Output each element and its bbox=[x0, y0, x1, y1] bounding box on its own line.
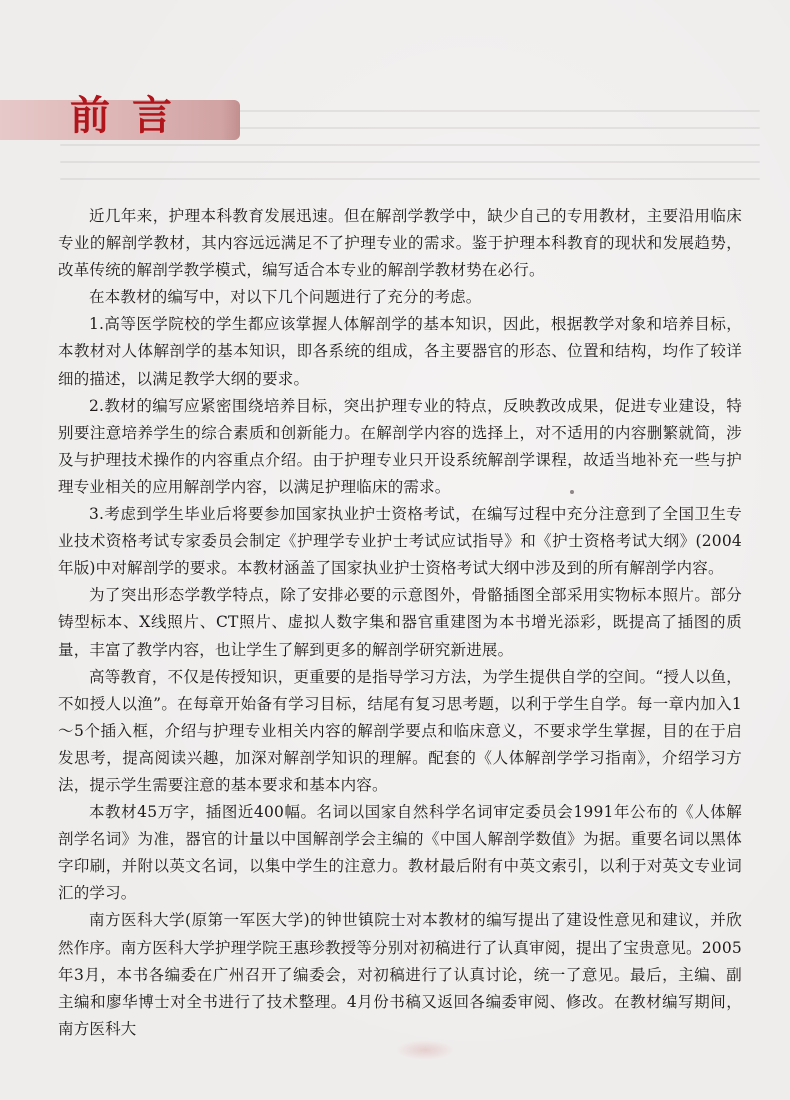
page-title: 前言 bbox=[70, 93, 194, 139]
page-smudge bbox=[395, 1040, 455, 1060]
paragraph: 1.高等医学院校的学生都应该掌握人体解剖学的基本知识，因此，根据教学对象和培养目标，本教材对人体解剖学的基本知识，即各系统的组成，各主要器官的形态、位置和结构，均作了较详细的描述，以满足教学大纲的要求。 bbox=[58, 315, 742, 388]
paragraph: 为了突出形态学教学特点，除了安排必要的示意图外，骨骼插图全部采用实物标本照片。部分铸型标本、X线照片、CT照片、虚拟人数字集和器官重建图为本书增光添彩，既提高了插图的质量，丰富了教学内容，也让学生了解到更多的解剖学研究新进展。 bbox=[58, 586, 742, 659]
paragraph: 2.教材的编写应紧密围绕培养目标，突出护理专业的特点，反映教改成果，促进专业建设，特别要注意培养学生的综合素质和创新能力。在解剖学内容的选择上，对不适用的内容删繁就简，涉及与护理技术操作的内容重点介绍。由于护理专业只开设系统解剖学课程，故适当地补充一些与护理专业相关的应用解剖学内容，以满足护理临床的需求。 bbox=[58, 396, 742, 496]
paragraph: 南方医科大学(原第一军医大学)的钟世镇院士对本教材的编写提出了建设性意见和建议，并欣然作序。南方医科大学护理学院王惠珍教授等分别对初稿进行了认真审阅，提出了宝贵意见。2005年3月，本书各编委在广州召开了编委会，对初稿进行了认真讨论，统一了意见。最后，主编、副主编和廖华博士对全书进行了技术整理。4月份书稿又返回各编委审阅、修改。在教材编写期间，南方医科大 bbox=[58, 911, 742, 1038]
paragraph: 3.考虑到学生毕业后将要参加国家执业护士资格考试，在编写过程中充分注意到了全国卫生专业技术资格考试专家委员会制定《护理学专业护士考试应试指导》和《护士资格考试大纲》(2004年版)中对解剖学的要求。本教材涵盖了国家执业护士资格考试大纲中涉及到的所有解剖学内容。 bbox=[58, 505, 742, 578]
body-text bbox=[58, 203, 742, 1043]
paragraph: 高等教育，不仅是传授知识，更重要的是指导学习方法，为学生提供自学的空间。“授人以鱼，不如授人以渔”。在每章开始备有学习目标，结尾有复习思考题，以利于学生自学。每一章内加入1～5个插入框，介绍与护理专业相关内容的解剖学要点和临床意义，不要求学生掌握，目的在于启发思考，提高阅读兴趣，加深对解剖学知识的理解。配套的《人体解剖学学习指南》，介绍学习方法，提示学生需要注意的基本要求和基本内容。 bbox=[58, 667, 742, 794]
paragraph: 本教材45万字，插图近400幅。名词以国家自然科学名词审定委员会1991年公布的《人体解剖学名词》为准，器官的计量以中国解剖学会主编的《中国人解剖学数值》为据。重要名词以黑体字印刷，并附以英文名词，以集中学生的注意力。教材最后附有中英文索引，以利于对英文专业词汇的学习。 bbox=[58, 803, 742, 903]
ink-speck bbox=[570, 490, 574, 494]
paragraph: 在本教材的编写中，对以下几个问题进行了充分的考虑。 bbox=[89, 288, 482, 307]
paragraph: 近几年来，护理本科教育发展迅速。但在解剖学教学中，缺少自己的专用教材，主要沿用临床专业的解剖学教材，其内容远远满足不了护理专业的需求。鉴于护理本科教育的现状和发展趋势，改革传统的解剖学教学模式，编写适合本专业的解剖学教材势在必行。 bbox=[58, 207, 742, 280]
